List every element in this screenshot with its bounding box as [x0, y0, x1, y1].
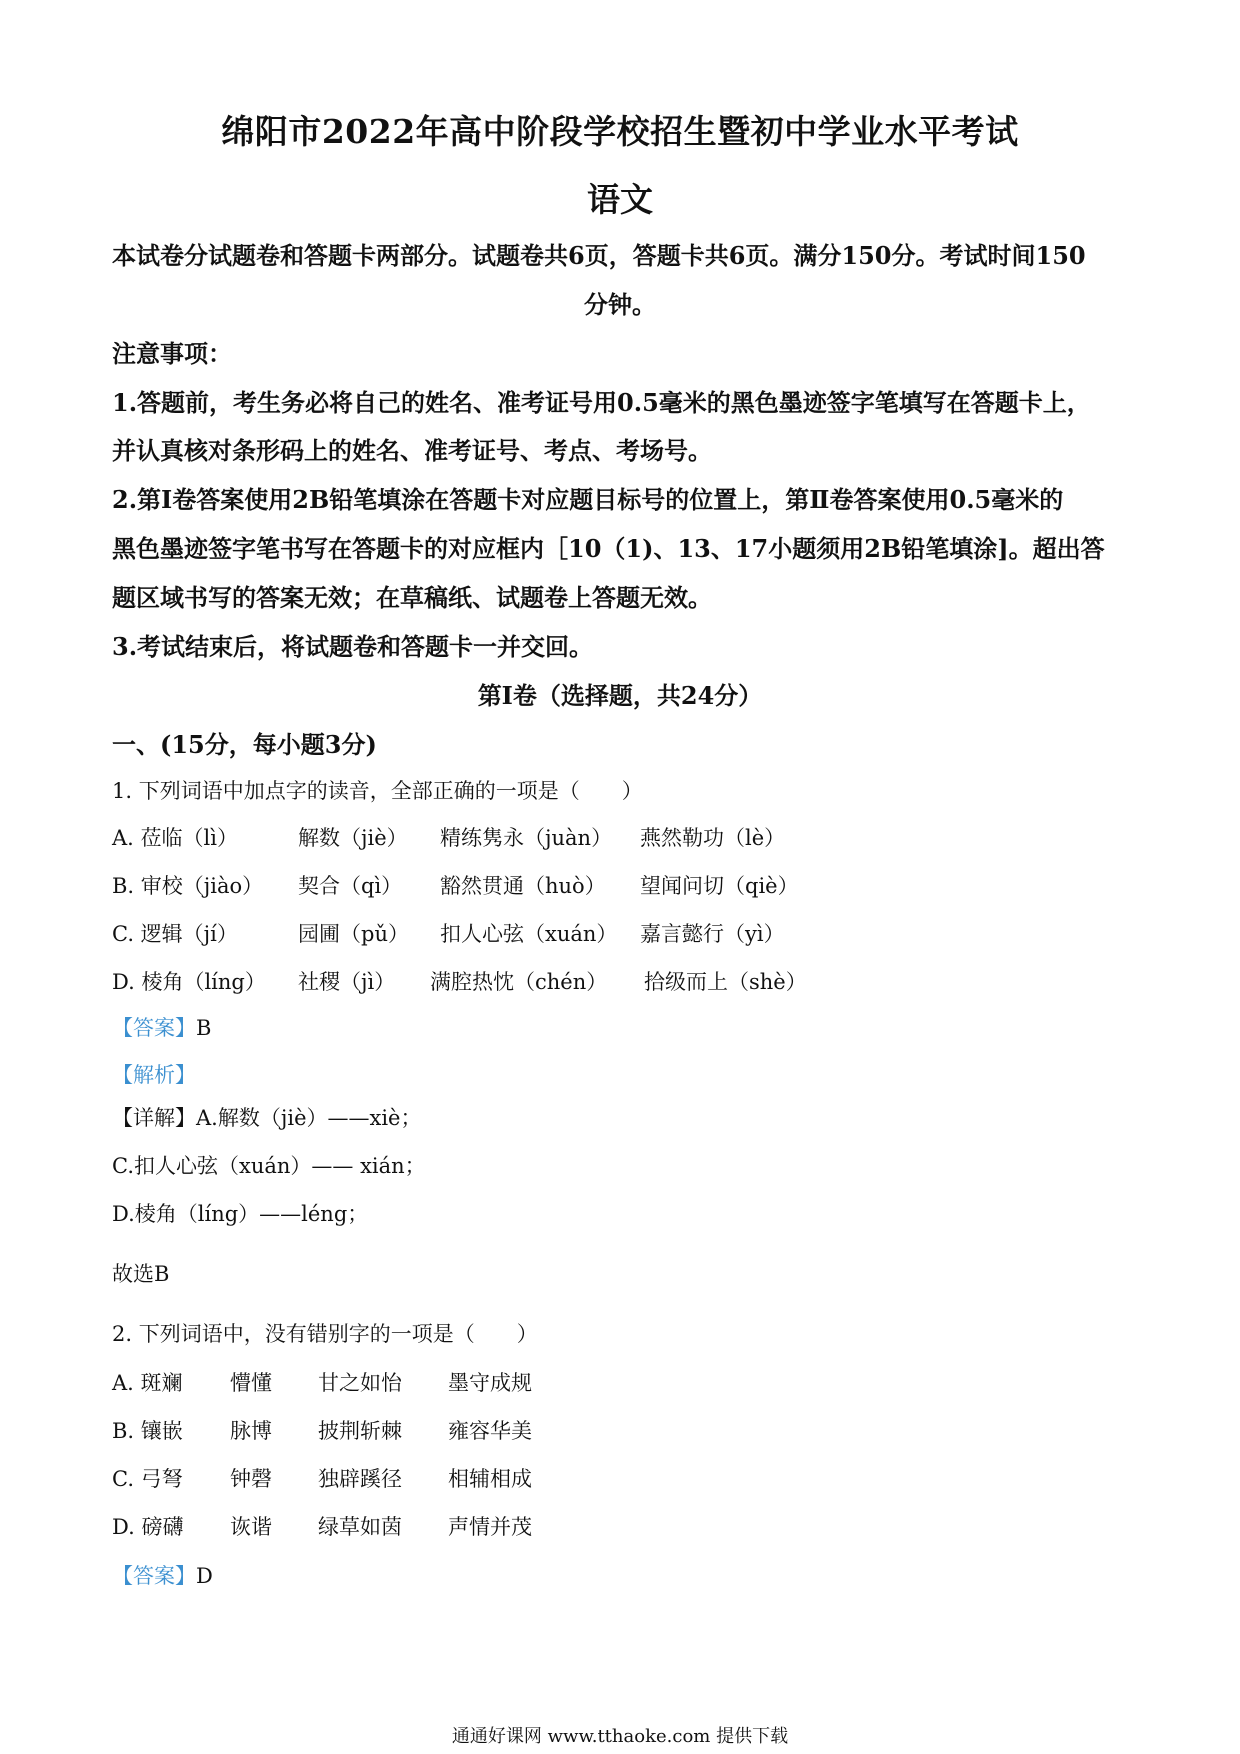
- option-cell: 甘之如怡: [318, 1371, 402, 1395]
- detail-text: A.解数（jiè）——xiè；: [196, 1106, 422, 1130]
- detail-tag: 【详解】: [112, 1106, 196, 1130]
- option-cell: 精练隽永（juàn）: [440, 826, 613, 850]
- option-cell: 园圃（pǔ）: [298, 922, 409, 946]
- part1-heading: 第Ⅰ卷（选择题，共24分）: [477, 681, 763, 710]
- option-cell: B. 审校（jiào）: [112, 874, 264, 898]
- option-cell: 墨守成规: [448, 1371, 532, 1395]
- option-cell: 契合（qì）: [298, 874, 403, 898]
- option-cell: 望闻问切（qiè）: [640, 874, 799, 898]
- q1-detail-line: C.扣人心弦（xuán）—— xián；: [112, 1154, 426, 1178]
- q1-conclusion: 故选B: [112, 1262, 170, 1286]
- q2-stem: 2. 下列词语中，没有错别字的一项是（ ）: [112, 1322, 538, 1346]
- notice-heading: 注意事项：: [112, 339, 232, 368]
- section1-heading: 一、(15分，每小题3分): [112, 730, 377, 759]
- option-cell: 独辟蹊径: [318, 1467, 402, 1491]
- q1-stem: 1. 下列词语中加点字的读音，全部正确的一项是（ ）: [112, 779, 643, 803]
- option-cell: 脉博: [230, 1419, 272, 1443]
- q1-detail-line: [112, 1102, 421, 1132]
- option-cell: 雍容华美: [448, 1419, 532, 1443]
- option-cell: 燕然勒功（lè）: [640, 826, 786, 850]
- option-cell: A. 莅临（lì）: [112, 826, 238, 850]
- notice-line: 题区域书写的答案无效；在草稿纸、试题卷上答题无效。: [112, 583, 712, 612]
- option-cell: C. 逻辑（jí）: [112, 922, 238, 946]
- option-cell: 诙谐: [230, 1515, 272, 1539]
- intro-line-1: 本试卷分试题卷和答题卡两部分。试题卷共6页，答题卡共6页。满分150分。考试时间150: [112, 241, 1086, 270]
- option-cell: 披荆斩棘: [318, 1419, 402, 1443]
- intro-line-2: 分钟。: [584, 290, 656, 319]
- option-cell: 嘉言懿行（yì）: [640, 922, 785, 946]
- option-cell: 钟磬: [230, 1467, 272, 1491]
- option-cell: D. 磅礴: [112, 1515, 184, 1539]
- option-cell: 懵懂: [230, 1371, 272, 1395]
- option-cell: 声情并茂: [448, 1515, 532, 1539]
- q1-answer: [112, 1012, 211, 1042]
- answer-value: B: [196, 1016, 212, 1040]
- option-cell: A. 斑斓: [112, 1371, 183, 1395]
- q2-answer: [112, 1560, 213, 1590]
- option-cell: 绿草如茵: [318, 1515, 402, 1539]
- notice-line: 2.第Ⅰ卷答案使用2B铅笔填涂在答题卡对应题目标号的位置上，第Ⅱ卷答案使用0.5毫米的: [112, 485, 1064, 514]
- answer-tag: 【答案】: [112, 1016, 196, 1040]
- option-cell: 相辅相成: [448, 1467, 532, 1491]
- footer-credit: 通通好课网 www.tthaoke.com 提供下载: [451, 1726, 789, 1747]
- notice-line: 并认真核对条形码上的姓名、准考证号、考点、考场号。: [112, 436, 712, 465]
- analysis-tag: 【解析】: [112, 1063, 196, 1087]
- notice-line: 3.考试结束后，将试题卷和答题卡一并交回。: [112, 632, 594, 661]
- subject-title: 语文: [587, 180, 653, 219]
- answer-value: D: [196, 1564, 213, 1588]
- notice-line: 黑色墨迹签字笔书写在答题卡的对应框内［10（1)、13、17小题须用2B铅笔填涂]。超出答: [112, 534, 1105, 563]
- option-cell: 拾级而上（shè）: [644, 970, 807, 994]
- notice-line: 1.答题前，考生务必将自己的姓名、准考证号用0.5毫米的黑色墨迹签字笔填写在答题卡上，: [112, 388, 1091, 417]
- option-cell: D. 棱角（líng）: [112, 970, 266, 994]
- page-title: 绵阳市2022年高中阶段学校招生暨初中学业水平考试: [221, 112, 1019, 151]
- answer-tag: 【答案】: [112, 1564, 196, 1588]
- option-cell: B. 镶嵌: [112, 1419, 183, 1443]
- option-cell: 解数（jiè）: [298, 826, 408, 850]
- q1-detail-line: D.棱角（líng）——léng；: [112, 1202, 369, 1226]
- option-cell: 豁然贯通（huò）: [440, 874, 606, 898]
- option-cell: 满腔热忱（chén）: [430, 970, 608, 994]
- option-cell: 社稷（jì）: [298, 970, 396, 994]
- option-cell: 扣人心弦（xuán）: [440, 922, 618, 946]
- option-cell: C. 弓弩: [112, 1467, 183, 1491]
